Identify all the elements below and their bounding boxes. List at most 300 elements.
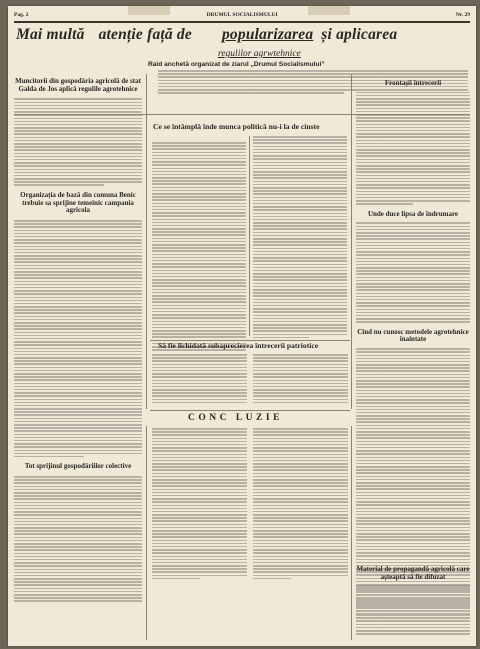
- text-line: [152, 364, 247, 366]
- text-line: [152, 155, 246, 157]
- text-line: [253, 552, 348, 554]
- text-line: [14, 341, 142, 343]
- text-line: [14, 450, 142, 452]
- text-line: [152, 203, 246, 205]
- text-line: [356, 258, 470, 260]
- text-line: [14, 581, 142, 583]
- text-line: [14, 591, 142, 593]
- text-line: [14, 518, 142, 520]
- text-line: [253, 305, 347, 307]
- divider: [14, 22, 470, 23]
- text-line: [152, 546, 247, 548]
- text-line: [253, 473, 348, 475]
- text-line: [14, 124, 142, 126]
- text-line: [14, 322, 142, 324]
- text-line: [152, 244, 246, 246]
- text-line: [253, 540, 348, 542]
- text-line: [152, 386, 247, 388]
- text-line: [356, 466, 470, 468]
- text-line: [14, 293, 142, 295]
- text-line: [253, 136, 347, 138]
- text-line: [14, 427, 142, 429]
- text-line: [356, 476, 470, 478]
- text-line: [356, 133, 470, 135]
- text-line: [356, 450, 470, 452]
- text-line: [14, 172, 142, 174]
- text-line: [14, 521, 142, 523]
- text-line: [356, 399, 470, 401]
- text-line: [356, 289, 470, 291]
- text-line: [356, 520, 470, 522]
- text-line: [356, 235, 470, 237]
- text-line: [356, 104, 470, 106]
- text-line: [253, 434, 348, 436]
- text-line: [356, 592, 470, 594]
- text-line: [356, 162, 470, 164]
- text-line: [356, 514, 470, 516]
- text-block: [152, 142, 246, 351]
- text-line: [14, 146, 142, 148]
- text-line: [253, 279, 347, 281]
- text-line: [14, 569, 142, 571]
- text-line: [14, 348, 142, 350]
- text-line: [253, 216, 347, 218]
- text-line: [356, 296, 470, 298]
- text-line: [152, 142, 246, 144]
- text-line: [14, 316, 142, 318]
- text-line: [14, 287, 142, 289]
- text-line: [253, 203, 347, 205]
- text-line: [152, 145, 246, 147]
- text-line: [14, 418, 142, 420]
- text-line: [253, 286, 347, 288]
- text-line: [14, 424, 142, 426]
- text-line: [253, 276, 347, 278]
- text-line: [253, 174, 347, 176]
- text-line: [14, 405, 142, 407]
- text-line: [253, 395, 348, 397]
- text-line: [253, 489, 348, 491]
- text-line: [253, 399, 348, 401]
- text-line: [253, 556, 348, 558]
- text-line: [152, 485, 247, 487]
- text-line: [14, 379, 142, 381]
- text-line: [14, 588, 142, 590]
- text-line: [14, 421, 142, 423]
- text-line: [14, 165, 142, 167]
- text-line: [152, 183, 246, 185]
- text-line: [356, 280, 470, 282]
- text-line: [253, 575, 348, 577]
- text-line: [356, 633, 470, 635]
- text-line: [253, 543, 348, 545]
- text-line: [152, 282, 246, 284]
- text-line: [152, 463, 247, 465]
- text-line: [356, 361, 470, 363]
- text-line: [152, 428, 247, 430]
- text-line: [14, 226, 142, 228]
- text-line: [356, 114, 470, 116]
- text-line: [356, 101, 470, 103]
- text-line: [356, 539, 470, 541]
- text-line: [152, 517, 247, 519]
- text-line: [253, 295, 347, 297]
- concluzie-body: [152, 428, 348, 581]
- text-line: [152, 270, 246, 272]
- text-line: [356, 98, 470, 100]
- text-line: [253, 273, 347, 275]
- text-line: [253, 149, 347, 151]
- text-line: [14, 281, 142, 283]
- text-line: [14, 223, 142, 225]
- text-line: [253, 520, 348, 522]
- text-line: [253, 213, 347, 215]
- text-line: [253, 238, 347, 240]
- text-line: [152, 473, 247, 475]
- text-line: [356, 517, 470, 519]
- text-line: [253, 505, 348, 507]
- text-line: [253, 206, 347, 208]
- text-line: [253, 222, 347, 224]
- text-line: [14, 153, 142, 155]
- text-line: [14, 414, 142, 416]
- text-line: [152, 276, 246, 278]
- text-line: [356, 367, 470, 369]
- text-line: [356, 485, 470, 487]
- text-line: [356, 559, 470, 561]
- text-line: [152, 295, 246, 297]
- text-line: [356, 498, 470, 500]
- text-line: [253, 354, 348, 356]
- text-line: [253, 168, 347, 170]
- text-line: [356, 197, 470, 199]
- text-line: [253, 244, 347, 246]
- text-line: [356, 149, 470, 151]
- text-line: [152, 171, 246, 173]
- text-line: [356, 380, 470, 382]
- text-line: [356, 523, 470, 525]
- text-line: [253, 289, 347, 291]
- text-line: [152, 289, 246, 291]
- text-line: [253, 142, 347, 144]
- text-line: [356, 396, 470, 398]
- text-line: [356, 463, 470, 465]
- text-line: [253, 469, 348, 471]
- section-9: [356, 566, 470, 636]
- text-line: [253, 571, 348, 573]
- text-line: [14, 479, 142, 481]
- text-line: [14, 178, 142, 180]
- text-line: [14, 476, 142, 478]
- text-line: [356, 393, 470, 395]
- text-line: [253, 171, 347, 173]
- text-line: [152, 543, 247, 545]
- text-line: [356, 527, 470, 529]
- text-line: [14, 102, 142, 104]
- text-line: [14, 360, 142, 362]
- text-line: [14, 297, 142, 299]
- text-line: [253, 565, 348, 567]
- text-line: [253, 450, 348, 452]
- text-line: [356, 120, 470, 122]
- text-line: [152, 314, 246, 316]
- text-line: [14, 486, 142, 488]
- text-line: [253, 318, 347, 320]
- newspaper-name: DRUMUL SOCIALISMULUI: [206, 12, 278, 18]
- text-line: [253, 360, 348, 362]
- text-line: [253, 302, 347, 304]
- text-line: [14, 578, 142, 580]
- text-line: [253, 292, 347, 294]
- text-line: [14, 543, 142, 545]
- text-line: [356, 421, 470, 423]
- text-line: [14, 306, 142, 308]
- text-line: [356, 377, 470, 379]
- text-line: [356, 555, 470, 557]
- text-line: [253, 193, 347, 195]
- text-line: [152, 501, 247, 503]
- text-line: [356, 425, 470, 427]
- text-line: [356, 242, 470, 244]
- text-line: [253, 370, 348, 372]
- text-line: [356, 159, 470, 161]
- text-line: [14, 440, 142, 442]
- text-line: [152, 460, 247, 462]
- text-line: [356, 264, 470, 266]
- text-line: [356, 355, 470, 357]
- text-line: [253, 514, 348, 516]
- text-line: [356, 270, 470, 272]
- text-line: [356, 178, 470, 180]
- text-line: [356, 302, 470, 304]
- text-line: [356, 229, 470, 231]
- text-line: [253, 479, 348, 481]
- text-line: [14, 300, 142, 302]
- text-line: [356, 546, 470, 548]
- column-rule: [146, 74, 147, 409]
- text-line: [356, 312, 470, 314]
- text-line: [253, 184, 347, 186]
- text-line: [152, 219, 246, 221]
- text-line: [158, 70, 468, 72]
- text-line: [253, 311, 347, 313]
- text-line: [253, 152, 347, 154]
- text-line: [152, 225, 246, 227]
- text-line: [356, 95, 470, 97]
- text-line: [152, 152, 246, 154]
- text-line: [14, 434, 142, 436]
- issue-number: Nr. 29: [455, 12, 470, 18]
- text-line: [152, 536, 247, 538]
- text-line: [14, 98, 142, 100]
- text-line: [356, 130, 470, 132]
- text-line: [356, 248, 470, 250]
- text-line: [152, 158, 246, 160]
- text-line: [152, 524, 247, 526]
- section-title: Muncitorii din gospodăria agricolă de stat Galda de Jos aplică regulile agrotehnice: [15, 77, 141, 93]
- text-line: [152, 250, 246, 252]
- page-header: [14, 12, 470, 22]
- text-line: [152, 228, 246, 230]
- text-line: [14, 236, 142, 238]
- text-line: [356, 605, 470, 607]
- text-line: [253, 321, 347, 323]
- text-line: [253, 441, 348, 443]
- text-line: [253, 251, 347, 253]
- text-line: [152, 434, 247, 436]
- text-line: [356, 111, 470, 113]
- text-line: [152, 199, 246, 201]
- text-line: [356, 127, 470, 129]
- text-line: [356, 146, 470, 148]
- text-line: [152, 533, 247, 535]
- text-line: [14, 118, 142, 120]
- text-line: [152, 354, 247, 356]
- text-block: [253, 428, 348, 581]
- text-line: [152, 530, 247, 532]
- text-line: [356, 447, 470, 449]
- text-line: [152, 308, 246, 310]
- text-line: [14, 344, 142, 346]
- text-line: [253, 270, 347, 272]
- text-line: [253, 536, 348, 538]
- text-line: [14, 502, 142, 504]
- text-line: [152, 479, 247, 481]
- text-line: [356, 187, 470, 189]
- text-line: [14, 399, 142, 401]
- text-line: [14, 258, 142, 260]
- text-line: [253, 241, 347, 243]
- text-line: [152, 402, 247, 404]
- text-line: [152, 164, 246, 166]
- text-line: [356, 191, 470, 193]
- section-title: Organizația de bază din comuna Benic trebuie sa sprijine temeinic campania agricola: [20, 190, 136, 215]
- section-title: Material de propagandă agricolă care așteaptă să fie difuzat: [356, 565, 470, 581]
- text-line: [356, 238, 470, 240]
- text-line: [152, 492, 247, 494]
- text-line: [253, 200, 347, 202]
- text-line: [356, 383, 470, 385]
- text-line: [152, 357, 247, 359]
- text-line: [14, 328, 142, 330]
- text-line: [152, 231, 246, 233]
- section-title: Tot sprijinul gospodăriilor colective: [24, 462, 132, 471]
- text-line: [14, 492, 142, 494]
- text-line: [152, 360, 247, 362]
- text-line: [253, 457, 348, 459]
- text-line: [356, 175, 470, 177]
- text-line: [253, 219, 347, 221]
- text-line: [152, 578, 200, 580]
- text-line: [356, 614, 470, 616]
- text-line: [253, 498, 348, 500]
- text-line: [152, 263, 246, 265]
- text-line: [14, 265, 142, 267]
- text-line: [356, 348, 470, 350]
- text-line: [14, 156, 142, 158]
- text-line: [14, 184, 104, 186]
- text-line: [14, 114, 142, 116]
- text-line: [253, 264, 347, 266]
- text-line: [253, 476, 348, 478]
- column-3: [253, 136, 347, 340]
- text-line: [253, 389, 348, 391]
- text-line: [14, 524, 142, 526]
- text-line: [152, 324, 246, 326]
- text-line: [152, 438, 247, 440]
- text-line: [152, 457, 247, 459]
- text-line: [152, 305, 246, 307]
- text-line: [152, 370, 247, 372]
- text-line: [356, 585, 470, 587]
- main-headline: Mai multă atenție față de popularizarea și aplicarea: [16, 26, 398, 43]
- text-line: [14, 446, 142, 448]
- text-line: [14, 443, 142, 445]
- text-line: [14, 230, 142, 232]
- text-line: [14, 130, 142, 132]
- text-line: [253, 392, 348, 394]
- text-block: [152, 354, 247, 405]
- text-line: [253, 155, 347, 157]
- text-line: [14, 255, 142, 257]
- text-line: [356, 453, 470, 455]
- text-line: [14, 325, 142, 327]
- text-line: [152, 450, 247, 452]
- text-line: [152, 292, 246, 294]
- text-line: [14, 370, 142, 372]
- text-line: [14, 392, 142, 394]
- text-line: [14, 402, 142, 404]
- text-line: [356, 200, 470, 202]
- text-line: [356, 434, 470, 436]
- text-line: [152, 373, 247, 375]
- text-line: [152, 556, 247, 558]
- column-rule: [351, 426, 352, 640]
- text-line: [152, 174, 246, 176]
- text-line: [14, 383, 142, 385]
- text-line: [14, 408, 142, 410]
- text-line: [356, 226, 470, 228]
- text-line: [14, 127, 142, 129]
- text-line: [152, 498, 247, 500]
- text-line: [152, 266, 246, 268]
- text-line: [253, 428, 348, 430]
- text-line: [253, 559, 348, 561]
- text-line: [253, 533, 348, 535]
- text-line: [253, 228, 347, 230]
- text-line: [356, 472, 470, 474]
- text-line: [356, 482, 470, 484]
- text-line: [356, 589, 470, 591]
- text-line: [14, 530, 142, 532]
- text-line: [253, 334, 347, 336]
- text-line: [14, 498, 142, 500]
- page-number: Pag. 2: [14, 12, 29, 18]
- text-line: [152, 333, 246, 335]
- text-line: [356, 533, 470, 535]
- text-line: [14, 175, 142, 177]
- text-line: [253, 337, 309, 339]
- text-line: [356, 299, 470, 301]
- text-line: [356, 245, 470, 247]
- text-line: [356, 203, 413, 205]
- text-line: [356, 194, 470, 196]
- text-line: [152, 321, 246, 323]
- text-line: [152, 190, 246, 192]
- text-line: [14, 252, 142, 254]
- text-line: [253, 431, 348, 433]
- text-line: [356, 222, 470, 224]
